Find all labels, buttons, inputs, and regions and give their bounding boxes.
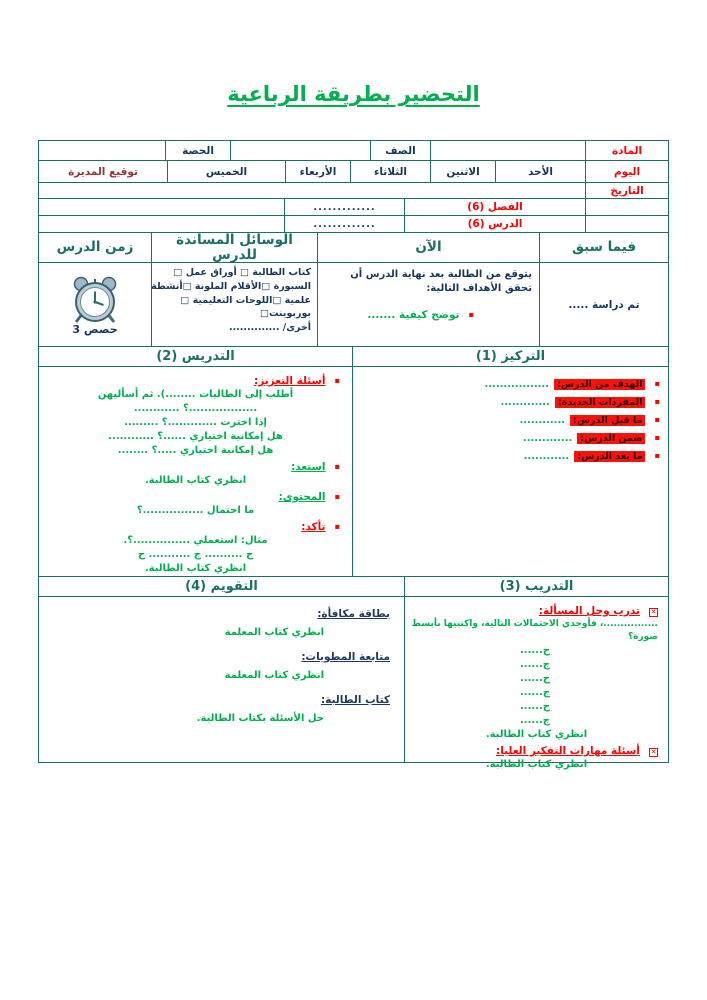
focus-item-dots: ............. — [500, 397, 550, 408]
answer-line: ح...... — [520, 645, 550, 656]
focus-item — [519, 410, 660, 428]
practice-label-line — [411, 602, 662, 618]
confirm-line: ح .......... ج ........... ح — [137, 549, 254, 560]
principal-signature-label: توقيع المديرة — [68, 165, 138, 178]
prep-table — [38, 140, 669, 770]
evaluation-item-label — [47, 648, 396, 664]
date-label: التاريخ — [585, 183, 668, 198]
lesson-spacer-cell — [585, 216, 668, 232]
subject-label: المادة — [585, 141, 668, 160]
broken-image-icon: ✕ — [650, 608, 657, 616]
day-thursday: الخميس — [167, 161, 285, 182]
lesson-time-cell — [39, 263, 151, 346]
overview-header-row — [39, 233, 668, 263]
period-label: الحصة — [165, 141, 230, 160]
focus-item — [500, 392, 660, 410]
reinforce-line: أطلب إلى الطالبات ........). ثم أسأليهن — [97, 389, 294, 400]
bullet-icon: ▪ — [334, 376, 340, 385]
focus-item-label: الهدف من الدرس: — [554, 379, 645, 390]
evaluation-item-label — [47, 605, 396, 621]
aids-line: أخرى/ .............. — [228, 322, 311, 334]
evaluation-item-text: انظري كتاب المعلمة — [224, 627, 324, 638]
day-label: اليوم — [585, 161, 668, 182]
previously-text: تم دراسة ..... — [568, 298, 640, 311]
row-subject — [39, 141, 668, 161]
day-sunday: الأحد — [495, 161, 585, 182]
confirm-label: تأكد: — [301, 521, 326, 533]
bullet-icon: ▪ — [334, 522, 340, 531]
previously-cell — [539, 263, 668, 346]
answer-line: ج...... — [520, 659, 550, 670]
lesson-label: الدرس (6) — [404, 216, 585, 232]
grade-label: الصف — [370, 141, 430, 160]
practice-label: تدرب وحل المسألة: — [538, 605, 640, 617]
bullet-icon: ▪ — [654, 451, 660, 460]
content-line: ما احتمال ................؟ — [136, 505, 255, 516]
evaluation-quadrant — [39, 597, 404, 762]
quadrant-headers-bottom — [39, 577, 668, 597]
day-monday: الاثنين — [430, 161, 495, 182]
semester-label: الفصل (6) — [404, 199, 585, 215]
subject-value-cell — [430, 141, 585, 160]
period-value-cell — [39, 141, 165, 160]
evaluation-item-text: حل الأسئلة بكتاب الطالبة. — [196, 713, 324, 724]
focus-item-label: ضمن الدرس: — [577, 433, 645, 444]
overview-content-row — [39, 263, 668, 347]
confirm-line: انظري كتاب الطالبة. — [144, 563, 247, 574]
quadrant-body-bottom — [39, 597, 668, 770]
aids-header: الوسائل المساندة للدرس — [151, 233, 317, 262]
focus-item-dots: ............ — [519, 415, 566, 426]
bullet-icon: ▪ — [654, 397, 660, 406]
focus-item-label: ما بعد الدرس: — [574, 451, 645, 462]
date-value-cell — [39, 183, 585, 198]
objectives-intro: يتوقع من الطالبة بعد نهاية الدرس أن تحقق الأهداف التالية: — [350, 269, 532, 294]
reinforce-line: هل إمكانية اختياري ......؟ ............ — [108, 431, 283, 442]
teaching-quadrant — [39, 367, 352, 576]
focus-item-label: المفردات الجديدة: — [555, 397, 646, 408]
see-book-line: انظري كتاب الطالبة. — [485, 729, 588, 740]
content-label: المحتوى: — [278, 491, 326, 503]
ready-line: انظري كتاب الطالبة. — [144, 475, 247, 486]
ready-label: استعد: — [291, 461, 326, 473]
evaluation-item-text: انظري كتاب المعلمة — [224, 670, 324, 681]
reward-card-label: بطاقة مكافأة: — [317, 608, 390, 620]
row-lesson — [39, 216, 668, 233]
row-date — [39, 183, 668, 199]
objective-text: توضح كيفية ....... — [367, 309, 460, 321]
reinforce-line: ..................؟ ............ — [133, 403, 258, 414]
bullet-icon: ▪ — [334, 462, 340, 471]
aids-line: السبورة □الأقلام الملونة □أنشطة — [151, 280, 311, 292]
bullet-icon: ▪ — [468, 310, 474, 319]
evaluation-item-label — [47, 691, 396, 707]
content-label-line — [47, 488, 344, 504]
focus-item-label: ما قبل الدرس: — [570, 415, 645, 426]
semester-empty-cell — [39, 199, 284, 215]
bullet-icon: ▪ — [654, 379, 660, 388]
focus-item — [484, 374, 660, 392]
row-day — [39, 161, 668, 183]
bullet-icon: ▪ — [334, 492, 340, 501]
confirm-label-line — [47, 518, 344, 534]
training-header: التدريب (3) — [404, 577, 668, 596]
lesson-value: ............. — [284, 216, 404, 232]
page-title: التحضير بطريقة الرباعية — [227, 82, 480, 106]
lesson-time-value: 3 حصص — [72, 323, 118, 336]
previously-header: فيما سبق — [539, 233, 668, 262]
bullet-icon: ▪ — [654, 415, 660, 424]
aids-line: بوربوينت□ — [260, 308, 311, 320]
answer-line: ح...... — [520, 673, 550, 684]
reinforce-label: أسئلة التعزيز: — [254, 375, 326, 387]
confirm-line: مثال: استعملي ...............؟. — [123, 535, 268, 546]
higher-skills-label: أسئلة مهارات التفكير العليا: — [496, 745, 640, 757]
evaluation-header: التقويم (4) — [185, 579, 258, 594]
aids-line: علمية □اللوحات التعليمية □ — [180, 294, 311, 306]
quadrant-body-top — [39, 367, 668, 577]
training-quadrant — [404, 597, 668, 770]
focus-item-dots: ............ — [523, 451, 570, 462]
focus-quadrant — [352, 367, 668, 576]
now-cell — [317, 263, 539, 346]
now-header: الآن — [317, 233, 539, 262]
higher-skills-line: انظري كتاب الطالبة. — [485, 759, 588, 770]
semester-value: ............. — [284, 199, 404, 215]
day-tuesday: الثلاثاء — [350, 161, 430, 182]
reinforce-label-line — [47, 372, 344, 388]
semester-spacer-cell — [585, 199, 668, 215]
answer-line: ج...... — [520, 687, 550, 698]
focus-item-dots: ................. — [484, 379, 550, 390]
lesson-empty-cell — [39, 216, 284, 232]
practice-intro: ................، فأوجدي الاحتمالات التالية، واكتبيها بأبسط صورة؟ — [411, 619, 658, 642]
aids-line: كتاب الطالبة □ أوراق عمل □ — [173, 267, 311, 278]
grade-value-cell — [230, 141, 370, 160]
lesson-time-header: زمن الدرس — [56, 239, 134, 256]
higher-label-line — [411, 742, 662, 758]
student-book-label: كتاب الطالبة: — [320, 694, 390, 706]
answer-line: ح...... — [520, 701, 550, 712]
teaching-header: التدريس (2) — [156, 349, 235, 364]
foldables-followup-label: متابعة المطويات: — [301, 651, 390, 663]
row-semester — [39, 199, 668, 216]
focus-item — [524, 446, 660, 464]
broken-image-icon: ✕ — [650, 748, 657, 756]
focus-item-dots: ............. — [522, 433, 573, 444]
ready-label-line — [47, 458, 344, 474]
bullet-icon: ▪ — [654, 433, 660, 442]
focus-item — [523, 428, 660, 446]
answer-line: ج...... — [520, 715, 550, 726]
reinforce-line: هل إمكانية اختياري .....؟ ........ — [117, 445, 274, 456]
quadrant-headers-top — [39, 347, 668, 367]
focus-header: التركيز (1) — [352, 347, 668, 366]
aids-cell — [151, 263, 317, 346]
reinforce-line: إذا اخترت .............؟ ......... — [124, 417, 267, 428]
objective-line — [325, 303, 532, 322]
day-wednesday: الأربعاء — [285, 161, 350, 182]
